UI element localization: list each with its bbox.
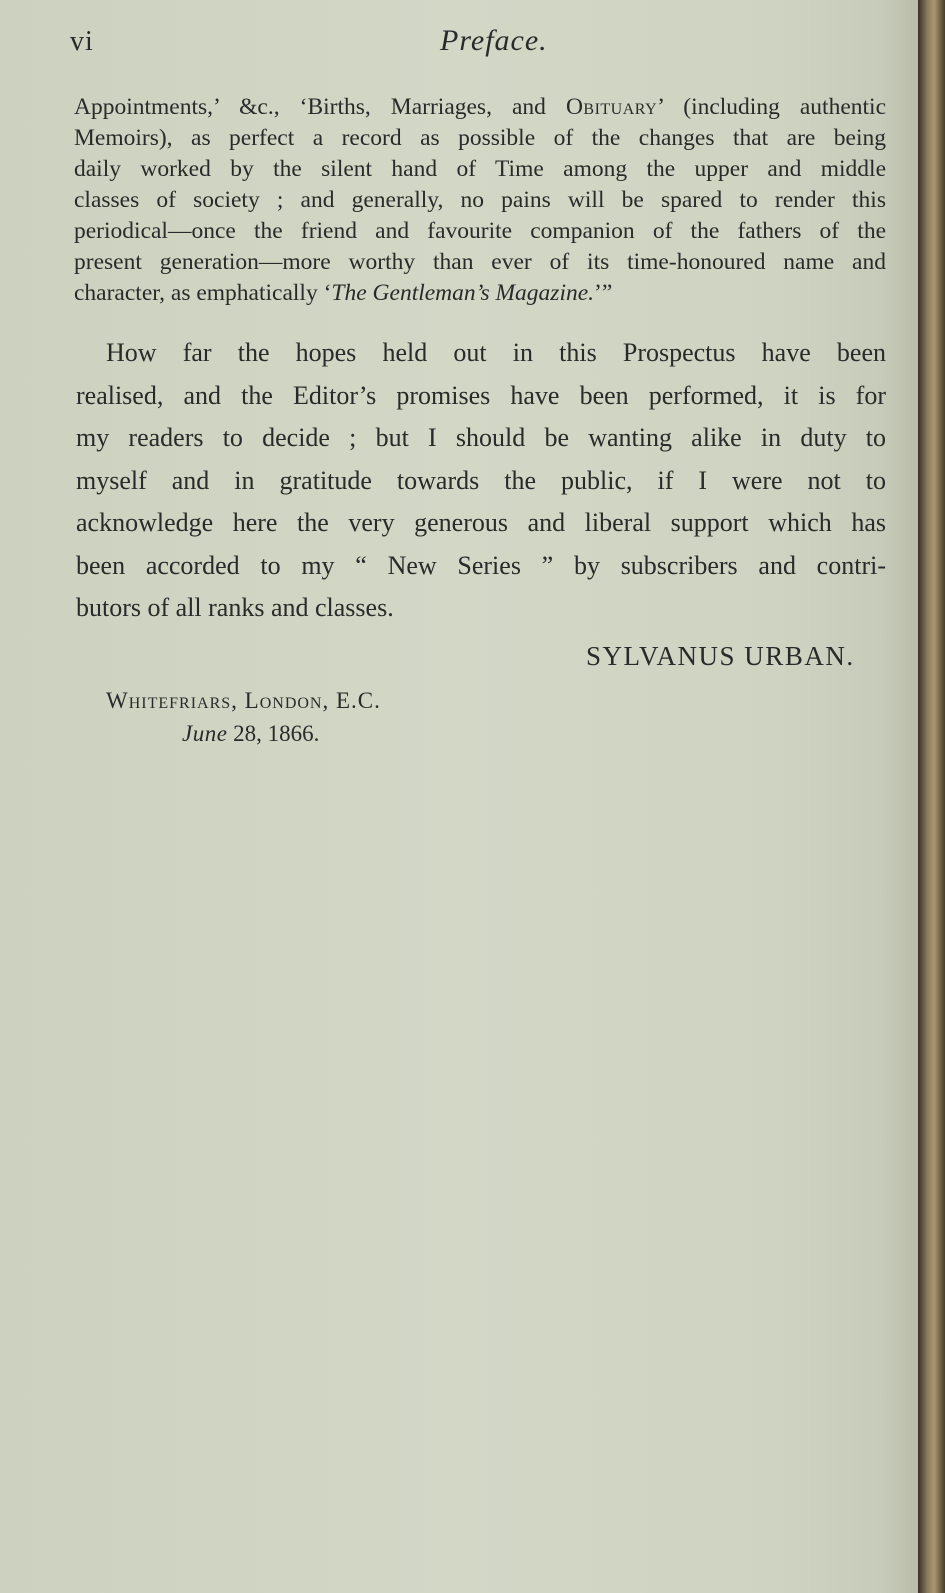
italic-title: The Gentleman’s Magazine.: [331, 280, 595, 306]
text-line: Memoirs), as perfect a record as possible of the changes that are being: [74, 125, 886, 151]
text-line: acknowledge here the very generous and liberal support which has: [76, 508, 886, 537]
text-span: character, as emphatically ‘: [74, 280, 332, 306]
text-line: [74, 92, 886, 123]
page-number: vi: [70, 26, 94, 57]
text-line: How far the hopes held out in this Prospectus have been: [106, 338, 886, 367]
date-month: June: [182, 721, 228, 746]
text-line: periodical—once the friend and favourite companion of the fathers of the: [74, 218, 886, 244]
page-header: [70, 22, 890, 66]
text-line: daily worked by the silent hand of Time among the upper and middle: [74, 156, 886, 182]
date-line: [182, 721, 319, 747]
text-span: ’”: [594, 280, 613, 306]
text-line: myself and in gratitude towards the public, if I were not to: [76, 465, 886, 495]
text-line: realised, and the Editor’s promises have been performed, it is for: [76, 380, 886, 410]
text-line: been accorded to my “ New Series ” by subscribers and contri-: [76, 550, 886, 580]
text-span: Appointments,’ &c., ‘Births, Marriages, and: [74, 94, 566, 120]
signature: SYLVANUS URBAN.: [586, 641, 855, 671]
small-caps-word: Obituary: [565, 94, 658, 120]
running-head: Preface.: [440, 24, 548, 57]
text-line: [74, 278, 886, 309]
date-rest: 28, 1866.: [227, 721, 320, 746]
text-line: my readers to decide ; but I should be wanting alike in duty to: [76, 423, 886, 452]
book-gutter-edge: [918, 0, 945, 1593]
quoted-prospectus-text: [74, 92, 886, 309]
text-line: present generation—more worthy than ever of its time-honoured name and: [74, 249, 886, 275]
text-line: butors of all ranks and classes.: [76, 593, 394, 622]
text-line: classes of society ; and generally, no pains will be spared to render this: [74, 187, 886, 213]
body-paragraph: [76, 332, 886, 630]
text-span: ’ (including authentic: [657, 94, 886, 120]
address-line: Whitefriars, London, E.C.: [106, 688, 381, 713]
